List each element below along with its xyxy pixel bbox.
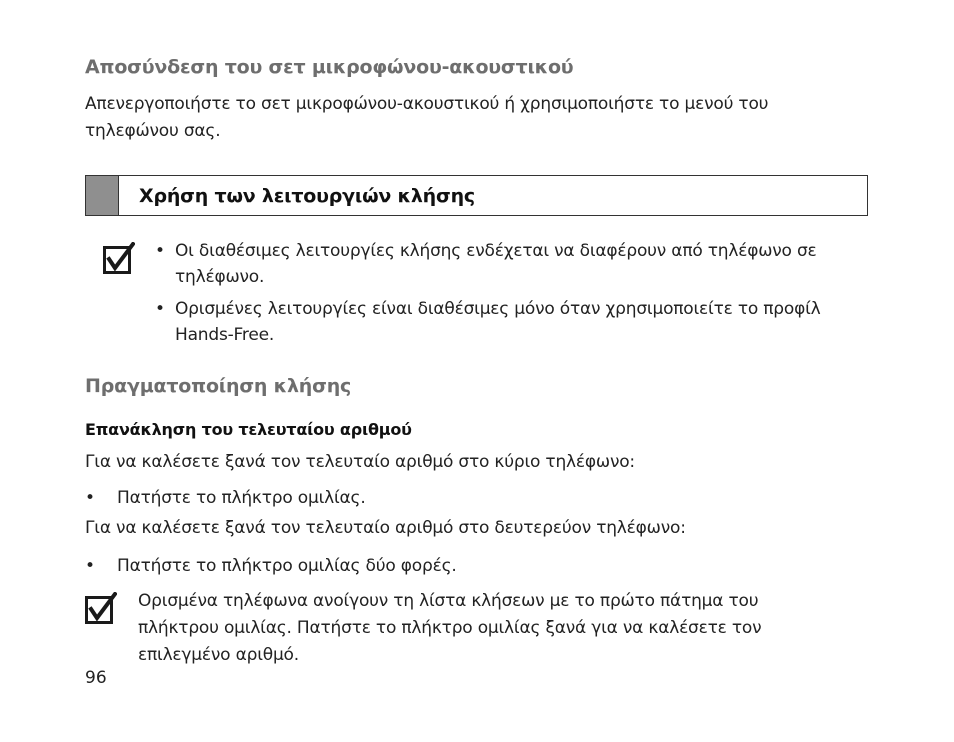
checkbox-check-icon [103,242,135,274]
redial-step-secondary [85,553,785,579]
redial-step-primary [85,485,785,511]
redial-step-secondary-text: Πατήστε το πλήκτρο ομιλίας δύο φορές. [117,556,457,576]
banner-marker-block [86,176,119,215]
note1-list-item-1 [155,238,855,290]
note1-list-item-2 [155,296,855,348]
bullet-dot: • [85,556,95,576]
page-number: 96 [85,668,107,688]
note1-text-2: Ορισμένες λειτουργίες είναι διαθέσιμες μόνο όταν χρησιμοποιείτε το προφίλ Hands-Free. [175,299,821,345]
bullet-dot: • [85,488,95,508]
note-checkbox-icon-2 [85,592,117,628]
bullet-dot: • [155,241,165,261]
redial-intro-primary: Για να καλέσετε ξανά τον τελευταίο αριθμό στο κύριο τηλέφωνο: [85,452,635,472]
note-checkbox-icon-1 [103,242,135,278]
redial-intro-secondary: Για να καλέσετε ξανά τον τελευταίο αριθμό στο δευτερεύον τηλέφωνο: [85,518,686,538]
chapter-banner [85,175,868,216]
section-heading-disconnect: Αποσύνδεση του σετ μικροφώνου-ακουστικού [85,56,574,78]
banner-title: Χρήση των λειτουργιών κλήσης [139,185,475,207]
note1-text-1: Οι διαθέσιμες λειτουργίες κλήσης ενδέχεται να διαφέρουν από τηλέφωνο σε τηλέφωνο. [175,241,817,287]
note2-text: Ορισμένα τηλέφωνα ανοίγουν τη λίστα κλήσεων με το πρώτο πάτημα του πλήκτρου ομιλίας. Πατήστε το πλήκτρο ομιλίας ξανά για να καλέσετε τον επιλεγμένο αριθμό. [138,591,762,665]
section-body-disconnect: Απενεργοποιήστε το σετ μικροφώνου-ακουστικού ή χρησιμοποιήστε το μενού του τηλεφώνου σας. [85,94,769,141]
bullet-dot: • [155,299,165,319]
redial-step-primary-text: Πατήστε το πλήκτρο ομιλίας. [117,488,366,508]
checkbox-check-icon [85,592,117,624]
section-heading-make-call: Πραγματοποίηση κλήσης [85,375,352,397]
subheading-redial: Επανάκληση του τελευταίου αριθμού [85,420,412,439]
